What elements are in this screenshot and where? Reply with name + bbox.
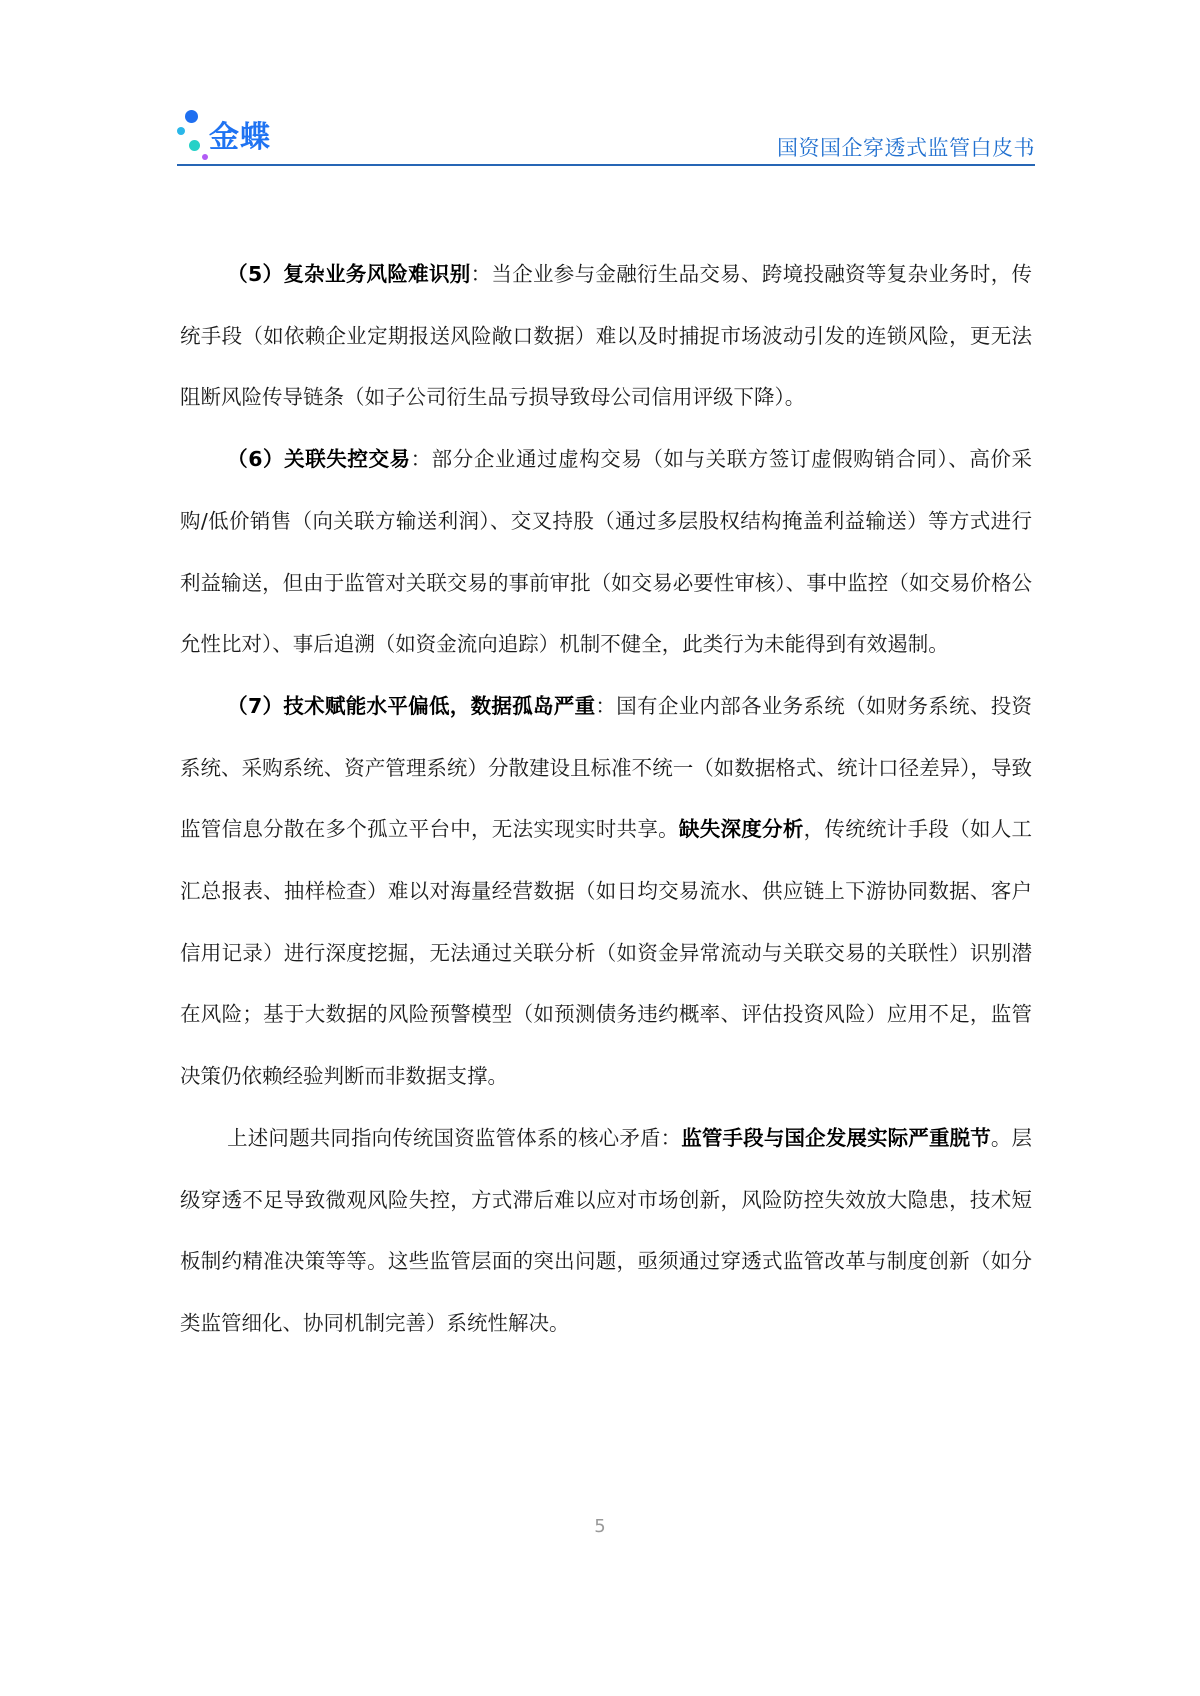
paragraph-summary [180, 1108, 1032, 1355]
item-number: （6） [227, 447, 285, 472]
paragraph-item-5 [180, 244, 1032, 429]
item-text: ：当企业参与金融衍生品交易、跨境投融资等复杂业务时，传统手段（如依赖企业定期报送风险敞口数据）难以及时捕捉市场波动引发的连锁风险，更无法阻断风险传导链条（如子公司衍生品亏损导致母公司信用评级下降）。 [180, 262, 1033, 410]
logo-dot-icon [202, 154, 208, 160]
page-body [180, 244, 1032, 1355]
summary-text: 。层级穿透不足导致微观风险失控，方式滞后难以应对市场创新，风险防控失效放大隐患，技术短板制约精准决策等等。这些监管层面的突出问题，亟须通过穿透式监管改革与制度创新（如分类监管细化、协同机制完善）系统性解决。 [180, 1125, 1033, 1335]
summary-emphasis: 监管手段与国企发展实际严重脱节 [681, 1125, 991, 1150]
item-text: ：国有企业内部各业务系统（如财务系统、投资系统、采购系统、资产管理系统）分散建设且标准不统一（如数据格式、统计口径差异），导致监管信息分散在多个孤立平台中，无法实现实时共享。 [180, 693, 1033, 842]
logo-dot-icon [177, 127, 185, 135]
item-text: ：部分企业通过虚构交易（如与关联方签订虚假购销合同）、高价采购/低价销售（向关联方输送利润）、交叉持股（通过多层股权结构掩盖利益输送）等方式进行利益输送，但由于监管对关联交易的事前审批（如交易必要性审核）、事中监控（如交易价格公允性比对）、事后追溯（如资金流向追踪）机制不健全，此类行为未能得到有效遏制。 [180, 447, 1033, 657]
page-number: 5 [594, 1516, 606, 1537]
item-heading: 技术赋能水平偏低，数据孤岛严重 [283, 693, 596, 718]
page-header [177, 104, 1035, 166]
item-number: （7） [227, 693, 284, 718]
logo-dot-icon [189, 140, 200, 151]
kingdee-logo [177, 104, 297, 160]
item-number: （5） [227, 262, 284, 286]
logo-dot-icon [185, 110, 198, 123]
summary-text: 上述问题共同指向传统国资监管体系的核心矛盾： [227, 1125, 682, 1150]
paragraph-item-6 [180, 429, 1032, 676]
item-heading: 复杂业务风险难识别 [283, 262, 471, 286]
paragraph-item-7 [180, 676, 1032, 1108]
item-text: ，传统统计手段（如人工汇总报表、抽样检查）难以对海量经营数据（如日均交易流水、供应链上下游协同数据、客户信用记录）进行深度挖掘，无法通过关联分析（如资金异常流动与关联交易的关联性）识别潜在风险；基于大数据的风险预警模型（如预测债务违约概率、评估投资风险）应用不足，监管决策仍依赖经验判断而非数据支撑。 [180, 817, 1033, 1089]
document-title: 国资国企穿透式监管白皮书 [777, 136, 1035, 160]
item-heading: 关联失控交易 [284, 447, 411, 472]
item-emphasis: 缺失深度分析 [678, 817, 804, 842]
brand-name: 金蝶 [209, 120, 271, 155]
header-divider [177, 164, 1035, 166]
